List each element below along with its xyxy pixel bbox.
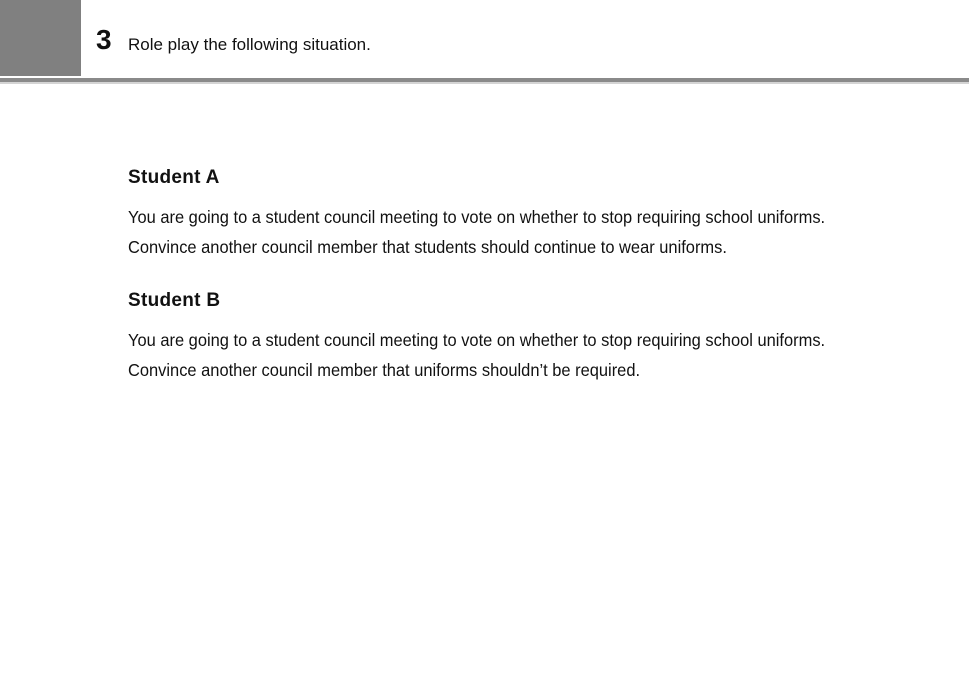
role-student-b bbox=[128, 289, 908, 385]
role-description-line: Convince another council member that uniforms shouldn’t be required. bbox=[128, 360, 641, 380]
task-instruction: Role play the following situation. bbox=[128, 35, 371, 54]
role-description-line: You are going to a student council meeting to vote on whether to stop requiring school uniforms. bbox=[128, 207, 826, 227]
role-cards bbox=[128, 166, 908, 385]
header-divider-shadow bbox=[0, 82, 969, 84]
role-title: Student B bbox=[128, 290, 221, 311]
section-color-block bbox=[0, 0, 81, 76]
role-description-line: Convince another council member that students should continue to wear uniforms. bbox=[128, 237, 727, 257]
task-number: 3 bbox=[96, 24, 112, 55]
role-description-line: You are going to a student council meeting to vote on whether to stop requiring school uniforms. bbox=[128, 330, 826, 350]
exercise-header bbox=[0, 0, 969, 76]
role-title: Student A bbox=[128, 167, 220, 188]
role-student-a bbox=[128, 166, 908, 262]
